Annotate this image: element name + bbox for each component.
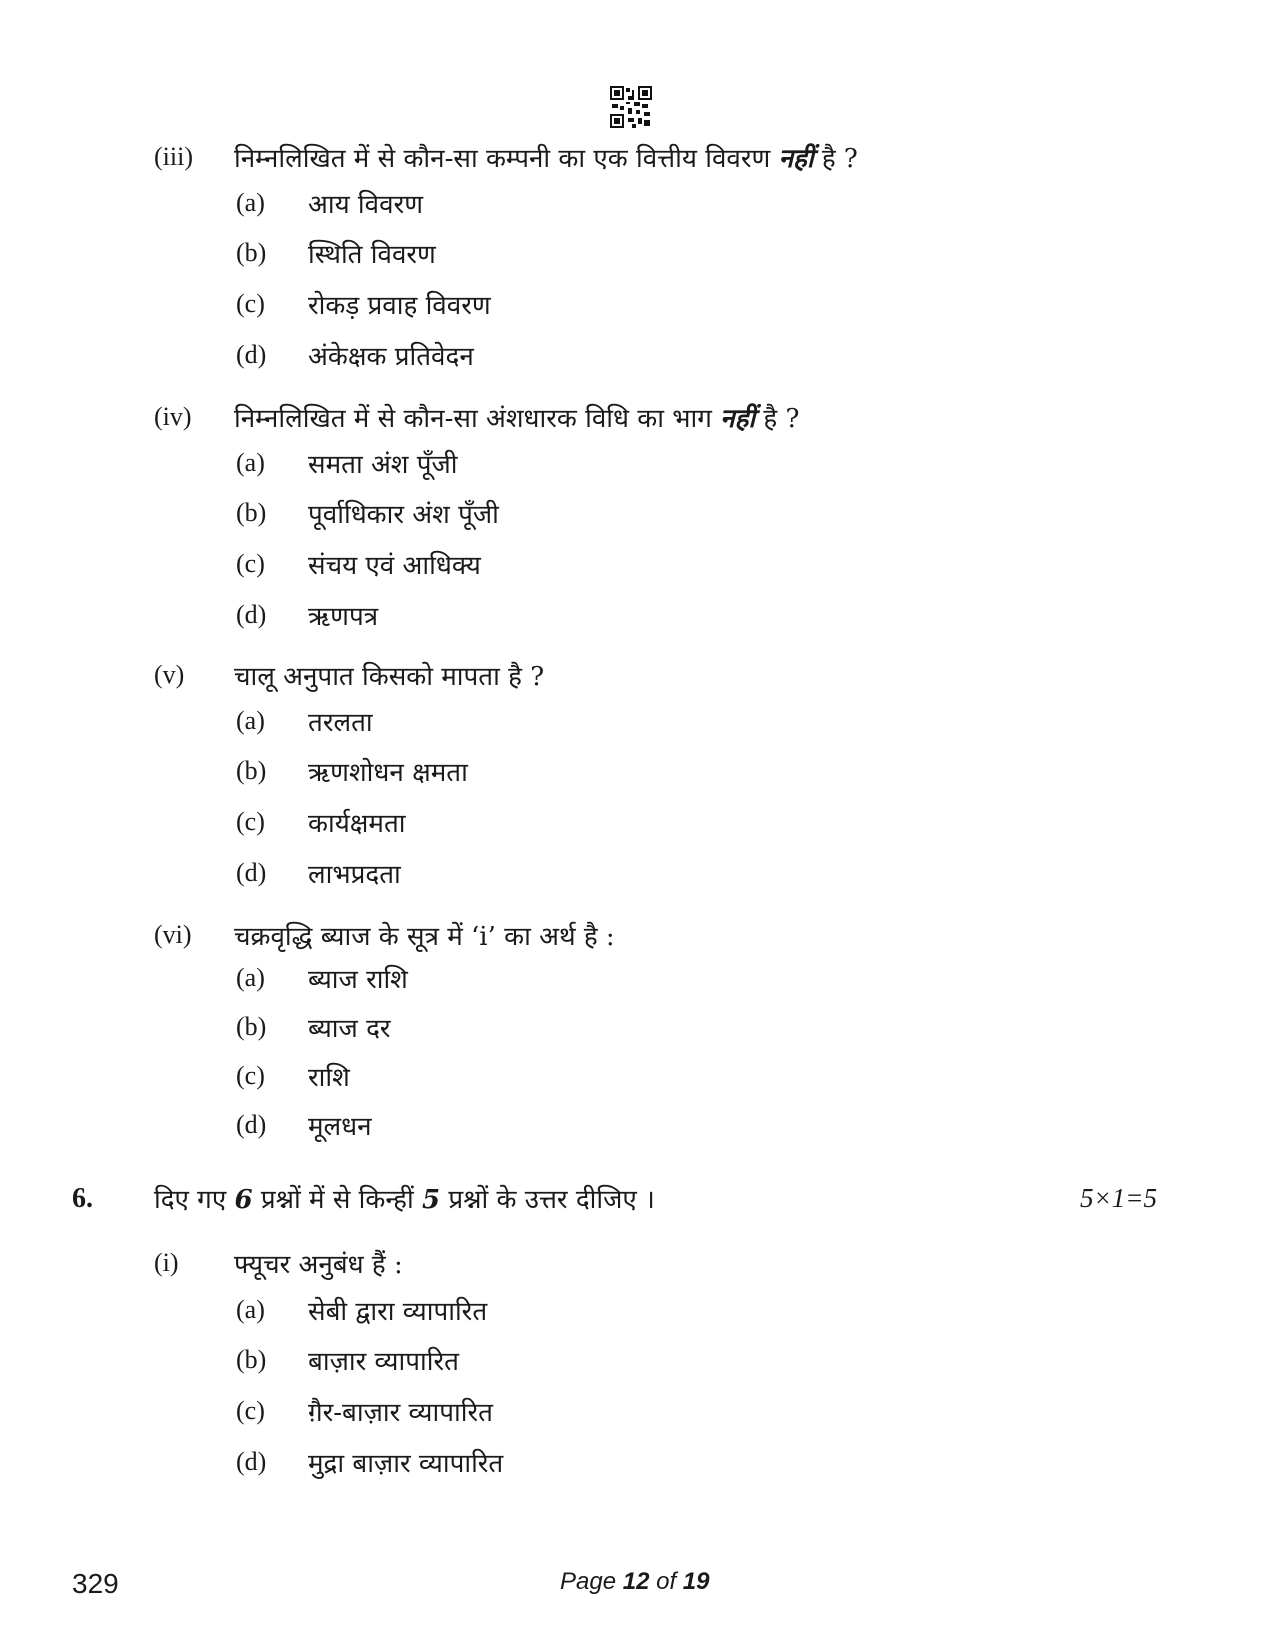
- option-text: स्थिति विवरण: [308, 240, 436, 270]
- question-number: (vi): [154, 920, 192, 949]
- option-letter: (c): [236, 1396, 265, 1425]
- qr-code-icon: [610, 86, 652, 128]
- option-letter: (c): [236, 1061, 265, 1090]
- option-letter: (d): [236, 1447, 267, 1476]
- question-text: चालू अनुपात किसको मापता है ?: [234, 662, 545, 692]
- option-letter: (a): [236, 963, 265, 992]
- option-letter: (d): [236, 1110, 267, 1139]
- option-letter: (a): [236, 1295, 265, 1324]
- option-text: ऋणशोधन क्षमता: [308, 758, 468, 788]
- question-number: (iv): [154, 402, 192, 431]
- option-letter: (c): [236, 549, 265, 578]
- marks-allocation: 5×1=5: [1080, 1183, 1157, 1213]
- question-number: (iii): [154, 142, 193, 171]
- option-letter: (a): [236, 188, 265, 217]
- option-text: तरलता: [308, 708, 373, 738]
- question-text: निम्नलिखित में से कौन-सा कम्पनी का एक वित्तीय विवरण नहीं है ?: [234, 144, 858, 174]
- option-text: ब्याज राशि: [308, 965, 408, 995]
- option-letter: (d): [236, 858, 267, 887]
- option-text: लाभप्रदता: [308, 860, 401, 890]
- option-text: संचय एवं आधिक्य: [308, 551, 481, 581]
- question-text: फ्यूचर अनुबंध हैं :: [234, 1250, 403, 1280]
- option-text: पूर्वाधिकार अंश पूँजी: [308, 500, 499, 530]
- option-text: अंकेक्षक प्रतिवेदन: [308, 342, 474, 372]
- question-text: चक्रवृद्धि ब्याज के सूत्र में ‘i’ का अर्थ है :: [234, 922, 615, 952]
- option-letter: (b): [236, 756, 267, 785]
- option-text: राशि: [308, 1063, 350, 1093]
- option-letter: (b): [236, 1012, 267, 1041]
- question-instruction: दिए गए 6 प्रश्नों में से किन्हीं 5 प्रश्नों के उत्तर दीजिए ।: [154, 1185, 655, 1215]
- option-text: मुद्रा बाज़ार व्यापारित: [308, 1449, 504, 1479]
- option-text: ऋणपत्र: [308, 602, 379, 632]
- option-text: ग़ैर-बाज़ार व्यापारित: [308, 1398, 493, 1428]
- page-number: Page 12 of 19: [560, 1568, 710, 1595]
- option-text: बाज़ार व्यापारित: [308, 1347, 459, 1377]
- option-text: आय विवरण: [308, 190, 423, 220]
- option-letter: (b): [236, 1345, 267, 1374]
- option-text: रोकड़ प्रवाह विवरण: [308, 291, 491, 321]
- question-number: (i): [154, 1248, 179, 1277]
- option-text: मूलधन: [308, 1112, 372, 1142]
- option-text: ब्याज दर: [308, 1014, 391, 1044]
- option-letter: (a): [236, 706, 265, 735]
- paper-code: 329: [72, 1568, 119, 1599]
- option-text: समता अंश पूँजी: [308, 450, 458, 480]
- option-text: सेबी द्वारा व्यापारित: [308, 1297, 488, 1327]
- option-letter: (d): [236, 340, 267, 369]
- option-letter: (c): [236, 289, 265, 318]
- question-number: (v): [154, 660, 185, 689]
- option-letter: (c): [236, 807, 265, 836]
- question-main-number: 6.: [72, 1183, 93, 1214]
- option-letter: (a): [236, 448, 265, 477]
- option-letter: (d): [236, 600, 267, 629]
- option-text: कार्यक्षमता: [308, 809, 406, 839]
- option-letter: (b): [236, 498, 267, 527]
- option-letter: (b): [236, 238, 267, 267]
- question-text: निम्नलिखित में से कौन-सा अंशधारक विधि का भाग नहीं है ?: [234, 404, 800, 434]
